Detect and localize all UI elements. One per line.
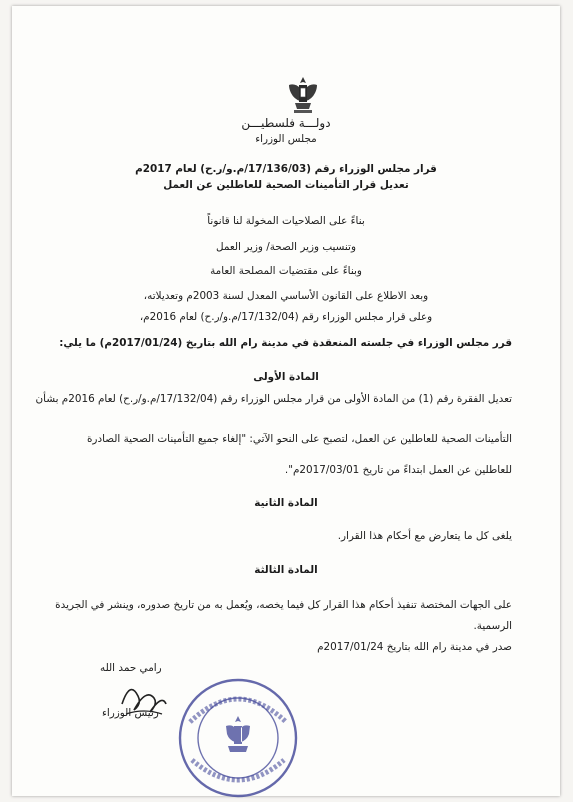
decision-subject: تعديل قرار التأمينات الصحية للعاطلين عن العمل (163, 179, 409, 191)
preamble-line: وبعد الاطلاع على القانون الأساسي المعدل لسنة 2003م وتعديلاته، (143, 290, 429, 302)
preamble-line: وبناءً على مقتضيات المصلحة العامة (210, 265, 362, 277)
signatory-name: رامي حمد الله (100, 662, 162, 674)
article-2-line: يلغى كل ما يتعارض مع أحكام هذا القرار. (337, 530, 512, 542)
resolution-intro: قرر مجلس الوزراء في جلسته المنعقدة في مدينة رام الله بتاريخ (2017/01/24م) ما يلي: (59, 337, 512, 349)
official-seal-stamp (170, 674, 306, 802)
article-3-line: على الجهات المختصة تنفيذ أحكام هذا القرار كل فيما يخصه، ويُعمل به من تاريخ صدوره، وينشر في الجريدة (55, 599, 512, 611)
article-3-line: الرسمية. (473, 620, 512, 632)
article-3-heading: المادة الثالثة (254, 564, 318, 576)
signatory-title: رئيس الوزراء (102, 707, 159, 719)
article-2-heading: المادة الثانية (254, 497, 318, 509)
preamble-line: بناءً على الصلاحيات المخولة لنا قانوناً (207, 215, 365, 227)
council-name: مجلس الوزراء (255, 133, 317, 145)
preamble-line: وتنسيب وزير الصحة/ وزير العمل (216, 241, 356, 253)
article-1-line: التأمينات الصحية للعاطلين عن العمل، لتصبح على النحو الآتي: "إلغاء جميع التأمينات الصحية الصادرة (86, 433, 512, 445)
article-1-line: للعاطلين عن العمل ابتداءً من تاريخ 2017/03/01م". (284, 464, 512, 476)
article-1-heading: المادة الأولى (253, 371, 319, 383)
handwritten-signature (116, 674, 170, 720)
issue-date-line: صدر في مدينة رام الله بتاريخ 2017/01/24م (317, 641, 512, 653)
decision-title: قرار مجلس الوزراء رقم (17/136/03/م.و/ر.ح) لعام 2017م (135, 163, 437, 175)
article-1-line: تعديل الفقرة رقم (1) من المادة الأولى من قرار مجلس الوزراء رقم (17/132/04/م.و/ر.ح) لعام 2016م بشأن (35, 393, 512, 405)
preamble-line: وعلى قرار مجلس الوزراء رقم (17/132/04/م.و/ر.ح) لعام 2016م، (139, 311, 433, 323)
state-name: دولـــة فلسطيـــن (241, 116, 331, 130)
document-page (12, 6, 560, 796)
palestine-eagle-emblem (286, 73, 320, 117)
